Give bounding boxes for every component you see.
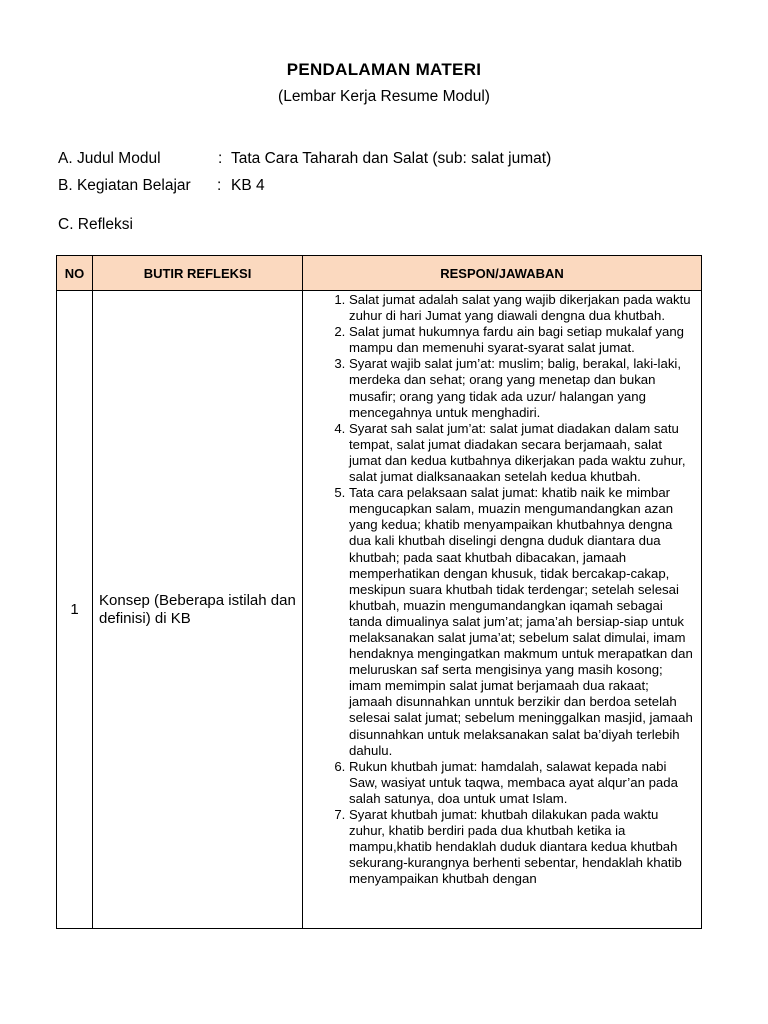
response-item: 4. Syarat sah salat jum’at: salat jumat diadakan dalam satu tempat, salat jumat diadakan secara berjamaah, salat jumat dan kedua kutbahnya dikerjakan pada waktu zuhur, salat jumat dialksanaakan setelah kedua khutbah. xyxy=(349,421,693,485)
response-item: 3. Syarat wajib salat jum’at: muslim; balig, berakal, laki-laki, merdeka dan sehat; orang yang menetap dan bukan musafir; orang yang tidak ada uzur/ halangan yang mencegahnya untuk menghadiri. xyxy=(349,356,693,420)
judul-modul-value: Tata Cara Taharah dan Salat (sub: salat jumat) xyxy=(231,150,552,167)
header-no: NO xyxy=(57,256,93,291)
kegiatan-belajar-label: B. Kegiatan Belajar xyxy=(58,177,191,194)
judul-modul-line xyxy=(58,150,552,168)
refleksi-heading: C. Refleksi xyxy=(58,216,133,233)
row-number: 1 xyxy=(57,291,93,929)
page-title: PENDALAMAN MATERI xyxy=(286,60,482,79)
header-respon-jawaban: RESPON/JAWABAN xyxy=(303,256,702,291)
page-subtitle: (Lembar Kerja Resume Modul) xyxy=(278,88,490,105)
judul-modul-colon: : xyxy=(218,150,223,167)
kegiatan-belajar-value: KB 4 xyxy=(231,177,265,194)
response-item: 1. Salat jumat adalah salat yang wajib dikerjakan pada waktu zuhur di hari Jumat yang diawali dengna dua khutbah. xyxy=(349,292,693,324)
response-item: 6. Rukun khutbah jumat: hamdalah, salawat kepada nabi Saw, wasiyat untuk taqwa, membaca ayat alqur’an pada salah satunya, doa untuk umat Islam. xyxy=(349,759,693,807)
kegiatan-belajar-line xyxy=(58,177,265,195)
table-header-row xyxy=(57,256,702,291)
kegiatan-belajar-colon: : xyxy=(217,177,222,194)
table-row xyxy=(57,291,702,929)
response-item: 7. Syarat khutbah jumat: khutbah dilakukan pada waktu zuhur, khatib berdiri pada dua khutbah ketika ia mampu,khatib hendaklah duduk diantara kedua khutbah sekurang-kurangnya berhenti sebentar, hendaklah khatib menyampaikan khutbah dengan xyxy=(349,807,693,887)
respon-cell xyxy=(303,291,702,929)
header-butir-refleksi: BUTIR REFLEKSI xyxy=(93,256,303,291)
response-item: 2. Salat jumat hukumnya fardu ain bagi setiap mukalaf yang mampu dan memenuhi syarat-syarat salat jumat. xyxy=(349,324,693,356)
butir-refleksi-cell: Konsep (Beberapa istilah dan definisi) di KB xyxy=(93,291,303,929)
refleksi-table xyxy=(56,255,702,929)
response-list xyxy=(303,292,701,887)
judul-modul-label: A. Judul Modul xyxy=(58,150,161,167)
response-item: 5. Tata cara pelaksaan salat jumat: khatib naik ke mimbar mengucapkan salam, muazin mengumandangkan azan yang kedua; khatib menyampaikan khutbahnya dengna dua kali khutbah diselingi dengna duduk diantara dua khutbah; pada saat khutbah dibacakan, jamaah memperhatikan dengan khusuk, tidak bercakap-cakap, meskipun suara khutbah tidak terdengar; setelah selesai khutbah, muazin mengumandangkan iqamah sebagai tanda dimualinya salat jum’at; jama’ah bersiap-siap untuk melaksanakan salat juma’at; sebelum salat dimulai, imam hendaknya mengingatkan makmum untuk merapatkan dan meluruskan saf serta mengisinya yang masih kosong; imam memimpin salat jumat berjamaah dua rakaat; jamaah disunnahkan unntuk berzikir dan berdoa setelah selesai salat jumat; sebelum meninggalkan masjid, jamaah disunnahkan untuk melaksanakan salat ba’diyah terlebih dahulu. xyxy=(349,485,693,759)
